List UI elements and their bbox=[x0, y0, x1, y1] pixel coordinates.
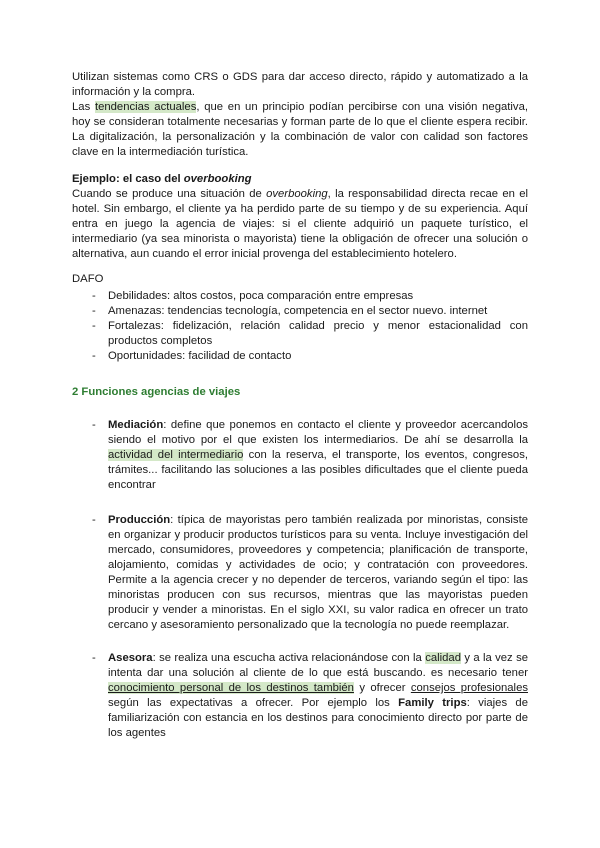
function-body: y a la vez se intenta dar una solución al cliente de lo que está buscando. es necesario tener bbox=[108, 652, 528, 679]
function-term: Mediación bbox=[108, 419, 164, 431]
function-text bbox=[108, 513, 528, 633]
dafo-item-text: Debilidades: altos costos, poca comparación entre empresas bbox=[108, 290, 414, 302]
dafo-item-text: Amenazas: tendencias tecnología, competencia en el sector nuevo. internet bbox=[108, 305, 488, 317]
dash-marker: - bbox=[92, 320, 96, 332]
intro-paragraph-2 bbox=[72, 100, 528, 160]
dafo-item bbox=[72, 349, 528, 364]
function-item-produccion bbox=[72, 513, 528, 633]
function-body: : define que ponemos en contacto el cliente y proveedor acercandolos siendo el motivo por el que existen los intermediarios. De ahí se desarrolla la bbox=[108, 419, 528, 446]
function-body: : típica de mayoristas pero también realizada por minoristas, consiste en organizar y producir productos turísticos para su venta. Incluye investigación del mercado, consumidores, proveedores y competencia; planificación de transporte, alojamiento, comidas y actividades de ocio; y contratación con proveedores. Permite a la agencia crecer y no depender de terceros, variando según el tipo: las minoristas producen con sus recursos, mientras que las mayoristas pueden producir y vender a minoristas. En el siglo XXI, su valor radica en ofrecer un trato cercano y asesoramiento personalizado que la tecnología no puede reemplazar. bbox=[108, 514, 528, 631]
function-body: según las expectativas a ofrecer. Por ejemplo los bbox=[108, 697, 399, 709]
intro-text: Las bbox=[72, 101, 95, 113]
intro-paragraph-1: Utilizan sistemas como CRS o GDS para dar acceso directo, rápido y automatizado a la información y la compra. bbox=[72, 71, 528, 98]
underlined-consejos: consejos profesionales bbox=[410, 682, 528, 694]
example-text: , la responsabilidad directa recae en el hotel. Sin embargo, el cliente ya ha perdido parte de su tiempo y de su experiencia. Aquí entra en juego la agencia de viajes: si el cliente adquirió un paquete turístico, el intermediario (ya sea minorista o mayorista) tiene la obligación de ofrecer una solución o alternativa, aun cuando el error inicial provenga del establecimiento hotelero. bbox=[72, 188, 528, 260]
section2-heading-wrap bbox=[72, 385, 528, 400]
function-item-mediacion bbox=[72, 418, 528, 493]
highlight-conocimiento: conocimiento personal de los destinos también bbox=[108, 682, 354, 694]
highlight-tendencias: tendencias actuales bbox=[94, 101, 197, 113]
dafo-list bbox=[72, 289, 528, 364]
dash-marker: - bbox=[92, 305, 96, 317]
function-body: : se realiza una escucha activa relacionándose con la bbox=[152, 652, 426, 664]
dafo-section bbox=[72, 272, 528, 364]
dash-marker: - bbox=[92, 514, 96, 526]
dafo-item bbox=[72, 304, 528, 319]
function-body: y ofrecer bbox=[353, 682, 411, 694]
function-item-asesora bbox=[72, 651, 528, 741]
highlight-actividad: actividad del intermediario bbox=[108, 449, 244, 461]
section2-heading: 2 Funciones agencias de viajes bbox=[72, 386, 241, 398]
dash-marker: - bbox=[92, 652, 96, 664]
bold-family-trips: Family trips bbox=[398, 697, 467, 709]
function-body: : viajes de familiarización con estancia en los destinos para conocimiento directo por parte de los agentes bbox=[108, 697, 528, 739]
dash-marker: - bbox=[92, 419, 96, 431]
dafo-title: DAFO bbox=[72, 273, 104, 285]
function-text bbox=[108, 418, 528, 493]
function-term: Asesora bbox=[108, 652, 153, 664]
example-heading-text: Ejemplo: el caso del bbox=[72, 173, 184, 185]
dafo-item-text: Fortalezas: fidelización, relación calidad precio y menor estacionalidad con productos completos bbox=[108, 320, 528, 347]
function-body: con la reserva, el transporte, los eventos, congresos, trámites... facilitando las soluciones a las posibles dificultades que el cliente pueda encontrar bbox=[108, 449, 528, 491]
example-heading bbox=[72, 172, 528, 187]
highlight-calidad: calidad bbox=[425, 652, 461, 664]
dafo-item bbox=[72, 289, 528, 304]
dash-marker: - bbox=[92, 290, 96, 302]
example-section bbox=[72, 172, 528, 262]
dafo-item-text: Oportunidades: facilidad de contacto bbox=[108, 350, 292, 362]
dash-marker: - bbox=[92, 350, 96, 362]
intro-text: , que en un principio podían percibirse con una visión negativa, hoy se consideran totalmente necesarias y forman parte de lo que el cliente espera recibir. La digitalización, la personalización y la combinación de valor con calidad son factores clave en la intermediación turística. bbox=[72, 101, 528, 158]
example-text: Cuando se produce una situación de bbox=[72, 188, 267, 200]
function-text bbox=[108, 651, 528, 741]
function-term: Producción bbox=[108, 514, 171, 526]
example-heading-italic: overbooking bbox=[183, 173, 252, 185]
dafo-item bbox=[72, 319, 528, 349]
intro-section bbox=[72, 70, 528, 160]
example-body bbox=[72, 187, 528, 262]
example-italic: overbooking bbox=[266, 188, 328, 200]
